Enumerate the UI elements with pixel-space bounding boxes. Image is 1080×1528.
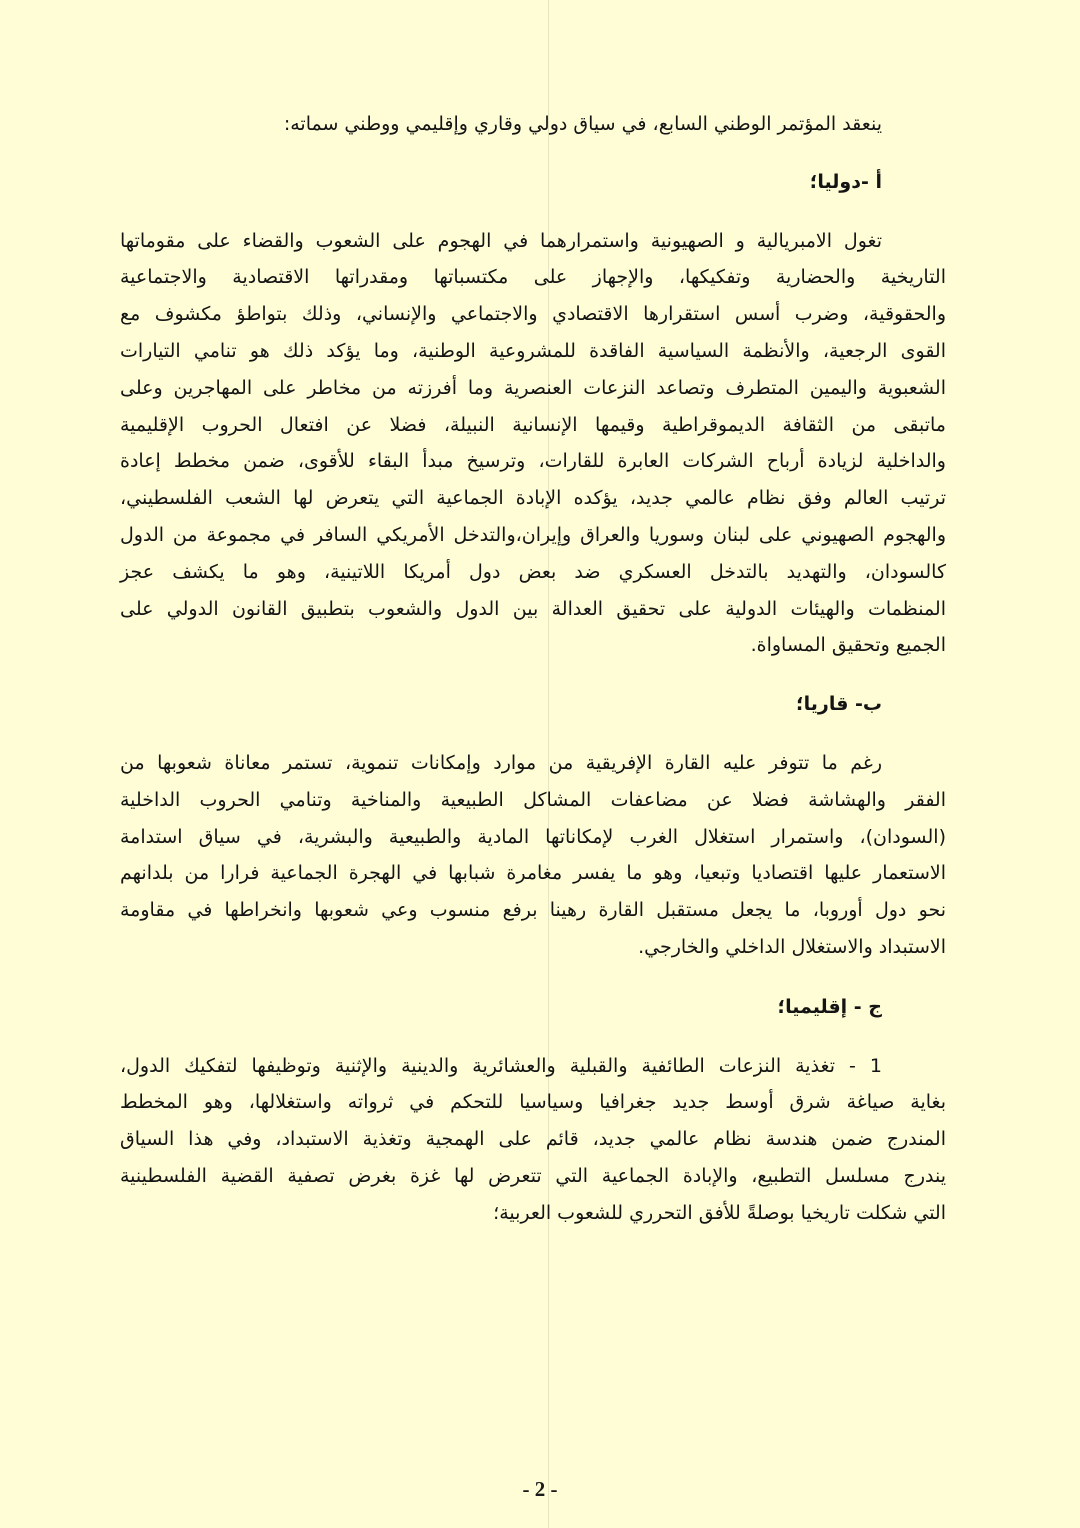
text-line: الجميع وتحقيق المساواة. bbox=[750, 634, 946, 657]
text-line: ترتيب العالم وفق نظام عالمي جديد، يؤكده الإبادة الجماعية التي يتعرض لها الشعب الفلسطيني، bbox=[120, 487, 946, 510]
text-line: يندرج مسلسل التطبيع، والإبادة الجماعية التي تتعرض لها غزة بغرض تصفية القضية الفلسطينية bbox=[120, 1164, 946, 1187]
text-line: والهجوم الصهيوني على لبنان وسوريا والعراق وإيران،والتدخل الأمريكي السافر في مجموعة من الدول bbox=[120, 523, 946, 546]
text-line: والداخلية لزيادة أرباح الشركات العابرة للقارات، وترسيخ مبدأ البقاء للأقوى، ضمن مخطط إعادة bbox=[120, 450, 946, 473]
text-line: الاستبداد والاستغلال الداخلي والخارجي. bbox=[638, 935, 946, 958]
page-number: - 2 - bbox=[522, 1477, 558, 1501]
text-line: رغم ما تتوفر عليه القارة الإفريقية من موارد وإمكانات تنموية، تستمر معاناة شعوبها من bbox=[120, 751, 882, 774]
section-heading-international: أ -دوليا؛ bbox=[809, 170, 882, 193]
text-line: 1 - تغذية النزعات الطائفية والقبلية والعشائرية والدينية والإثنية وتوظيفها لتفكيك الدول، bbox=[120, 1054, 882, 1077]
text-line: المندرج ضمن هندسة نظام عالمي جديد، قائم على الهمجية وتغذية الاستبداد، وفي هذا السياق bbox=[120, 1128, 946, 1151]
text-line: كالسودان، والتهديد بالتدخل العسكري ضد بعض دول أمريكا اللاتينية، وهو ما يكشف عجز bbox=[120, 560, 946, 583]
section-heading-regional: ج - إقليميا؛ bbox=[777, 995, 882, 1018]
text-line: نحو دول أوروبا، ما يجعل مستقبل القارة رهينا برفع منسوب وعي شعوبها وانخراطها في مقاومة bbox=[120, 899, 946, 922]
section-heading-continental: ب- قاريا؛ bbox=[796, 693, 882, 716]
text-line: والحقوقية، وضرب أسس استقرارها الاقتصادي والاجتماعي والإنساني، وذلك بتواطؤ مكشوف مع bbox=[120, 303, 946, 326]
text-line: الفقر والهشاشة فضلا عن مضاعفات المشاكل الطبيعية والمناخية وتنامي الحروب الداخلية bbox=[120, 788, 946, 811]
text-line: التي شكلت تاريخيا بوصلةً للأفق التحرري للشعوب العربية؛ bbox=[493, 1201, 946, 1224]
text-line: المنظمات والهيئات الدولية على تحقيق العدالة بين الدول والشعوب بتطبيق القانون الدولي على bbox=[120, 597, 946, 620]
text-line: بغاية صياغة شرق أوسط جديد جغرافيا وسياسيا للتحكم في ثرواته واستغلالها، وهو المخطط bbox=[120, 1091, 946, 1114]
paragraph-regional bbox=[120, 1048, 946, 1232]
text-line: القوى الرجعية، والأنظمة السياسية الفاقدة للمشروعية الوطنية، وما يؤكد ذلك هو تنامي التيارات bbox=[120, 339, 946, 362]
paragraph-continental bbox=[120, 745, 946, 966]
text-line: الاستعمار عليها اقتصاديا وتبعيا، وهو ما يفسر مغامرة شبابها في الهجرة الجماعية فرارا من بلدانهم bbox=[120, 862, 946, 885]
intro-sentence: ينعقد المؤتمر الوطني السابع، في سياق دولي وقاري وإقليمي ووطني سماته: bbox=[283, 113, 882, 135]
text-line: الشعبوية واليمين المتطرف وتصاعد النزعات العنصرية وما أفرزته من مخاطر على المهاجرين وعلى bbox=[120, 376, 946, 399]
text-line: التاريخية والحضارية وتفكيكها، والإجهاز على مكتسباتها ومقدراتها الاقتصادية والاجتماعية bbox=[120, 266, 946, 289]
text-line: (السودان)، واستمرار استغلال الغرب لإمكاناتها المادية والطبيعية والبشرية، في سياق استدامة bbox=[120, 825, 946, 848]
document-page bbox=[120, 106, 946, 1232]
paragraph-international bbox=[120, 223, 946, 665]
text-line: ماتبقى من الثقافة الديموقراطية وقيمها الإنسانية النبيلة، فضلا عن افتعال الحروب الإقليمية bbox=[120, 413, 946, 436]
text-line: تغول الامبريالية و الصهيونية واستمرارهما في الهجوم على الشعوب والقضاء على مقوماتها bbox=[120, 229, 882, 252]
